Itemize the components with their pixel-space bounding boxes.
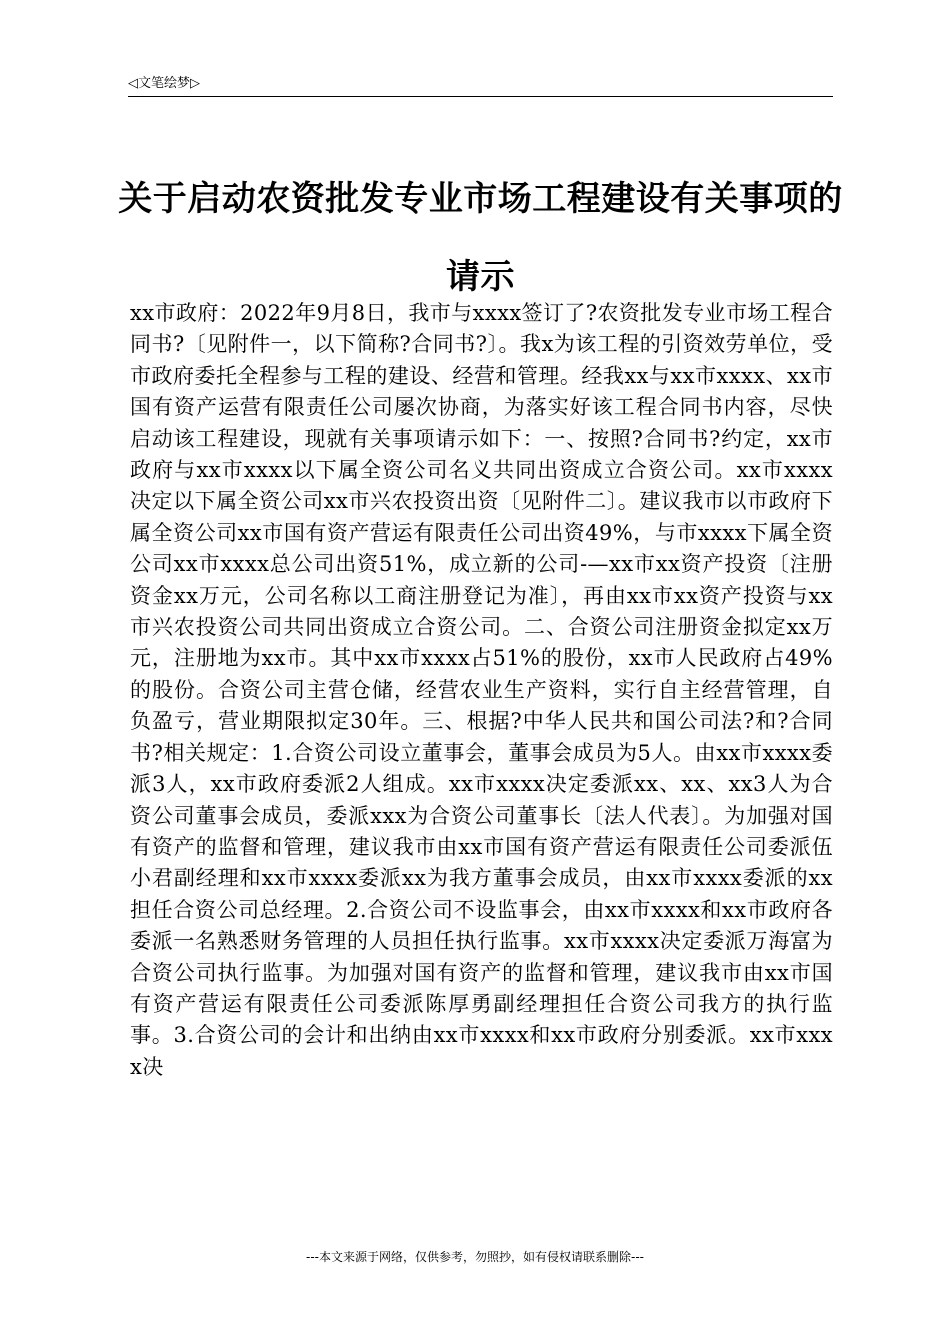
header-brand-label: ◁文笔绘梦▷ (128, 76, 200, 91)
document-title: 关于启动农资批发专业市场工程建设有关事项的请示 (118, 179, 843, 297)
document-body: xx市政府：2022年9月8日，我市与xxxx签订了?农资批发专业市场工程合同书?〔见附件一，以下简称?合同书?〕。我x为该工程的引资效劳单位，受市政府委托全程参与工程的建设、经营和管理。经我xx与xx市xxxx、xx市国有资产运营有限责任公司屡次协商，为落实好该工程合同书内容，尽快启动该工程建设，现就有关事项请示如下：一、按照?合同书?约定，xx市政府与xx市xxxx以下属全资公司名义共同出资成立合资公司。xx市xxxx决定以下属全资公司xx市兴农投资出资〔见附件二〕。建议我市以市政府下属全资公司xx市国有资产营运有限责任公司出资49%，与市xxxx下属全资公司xx市xxxx总公司出资51%，成立新的公司-—xx市xx资产投资〔注册资金xx万元，公司名称以工商注册登记为准〕，再由xx市xx资产投资与xx市兴农投资公司共同出资成立合资公司。二、合资公司注册资金拟定xx万元，注册地为xx市。其中xx市xxxx占51%的股份，xx市人民政府占49%的股份。合资公司主营仓储，经营农业生产资料，实行自主经营管理，自负盈亏，营业期限拟定30年。三、根据?中华人民共和国公司法?和?合同书?相关规定：1.合资公司设立董事会，董事会成员为5人。由xx市xxxx委派3人，xx市政府委派2人组成。xx市xxxx决定委派xx、xx、xx3人为合资公司董事会成员，委派xxx为合资公司董事长〔法人代表〕。为加强对国有资产的监督和管理，建议我市由xx市国有资产营运有限责任公司委派伍小君副经理和xx市xxxx委派xx为我方董事会成员，由xx市xxxx委派的xx担任合资公司总经理。2.合资公司不设监事会，由xx市xxxx和xx市政府各委派一名熟悉财务管理的人员担任执行监事。xx市xxxx决定委派万海富为合资公司执行监事。为加强对国有资产的监督和管理，建议我市由xx市国有资产营运有限责任公司委派陈厚勇副经理担任合资公司我方的执行监事。3.合资公司的会计和出纳由xx市xxxx和xx市政府分别委派。xx市xxxx决 (130, 301, 833, 1079)
footer-disclaimer: ---本文来源于网络，仅供参考，勿照抄，如有侵权请联系删除--- (306, 1250, 644, 1264)
header-divider (128, 96, 833, 97)
